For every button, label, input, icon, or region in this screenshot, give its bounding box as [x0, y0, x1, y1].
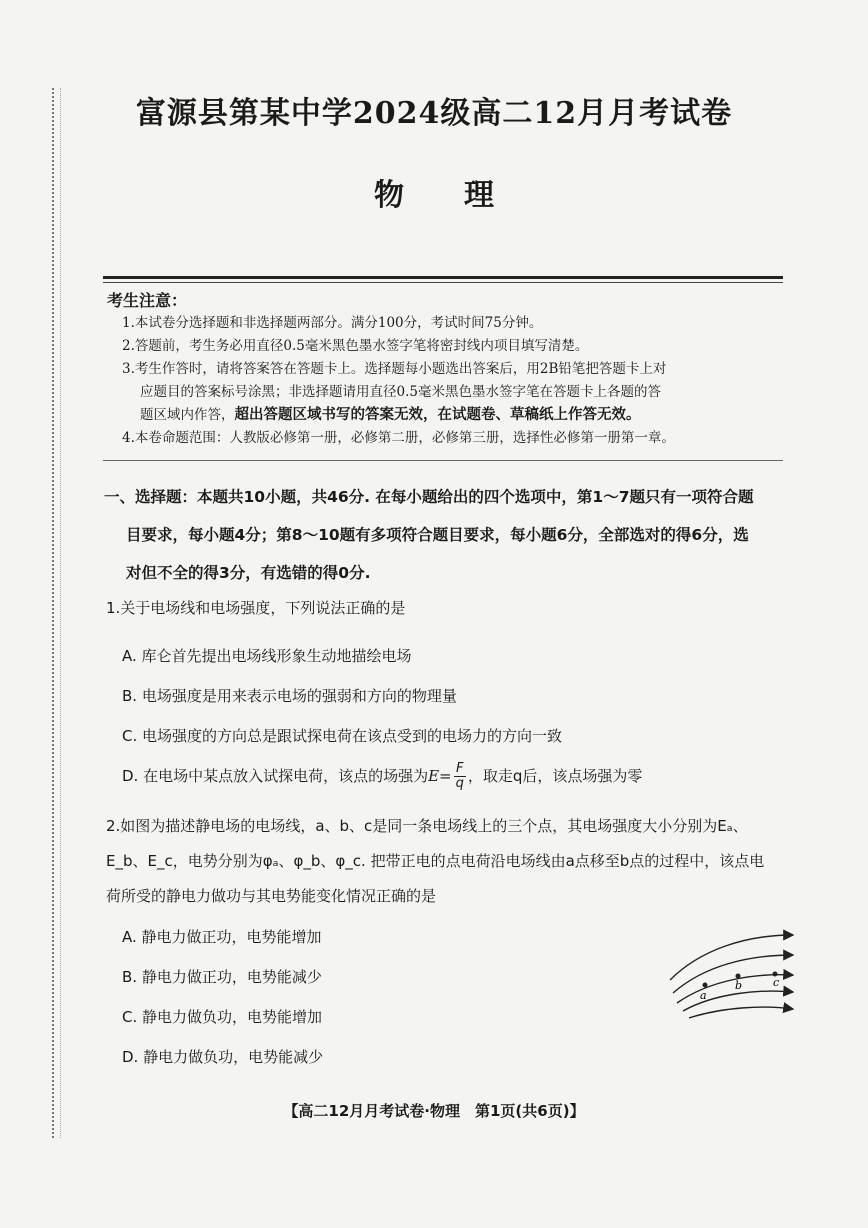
- option-d: D. 静电力做负功，电势能减少: [122, 1048, 324, 1066]
- notice-item-3: 3.考生作答时，请将答案答在答题卡上。选择题每小题选出答案后，用2B铅笔把答题卡上对: [122, 361, 667, 377]
- notice-item-3-cont: 应题目的答案标号涂黑；非选择题请用直径0.5毫米黑色墨水签字笔在答题卡上各题的答: [140, 384, 661, 400]
- section-line-2: 目要求，每小题4分；第8～10题有多项符合题目要求，每小题6分，全部选对的得6分，选: [126, 526, 749, 544]
- header-rule: [103, 276, 783, 279]
- option-d: [106, 756, 806, 796]
- binding-edge: [52, 88, 61, 1138]
- point-b: [736, 974, 741, 979]
- formula-lhs: E=: [428, 767, 452, 785]
- question-stem: 1.关于电场线和电场强度，下列说法正确的是: [106, 599, 406, 617]
- option-a: A. 库仑首先提出电场线形象生动地描绘电场: [122, 647, 412, 665]
- question-stem-line-2: E_b、E_c，电势分别为φₐ、φ_b、φ_c. 把带正电的点电荷沿电场线由a点移至b点的过程中，该点电: [106, 852, 765, 870]
- notice-item-1: 1.本试卷分选择题和非选择题两部分。满分100分，考试时间75分钟。: [122, 315, 543, 331]
- subject-title: 物理: [374, 178, 554, 213]
- option-a: A. 静电力做正功，电势能增加: [122, 928, 322, 946]
- header-rule-thin: [103, 282, 783, 283]
- label-c: c: [773, 976, 780, 989]
- notice-heading: 考生注意：: [107, 291, 188, 310]
- option-c: C. 静电力做负功，电势能增加: [122, 1008, 323, 1026]
- section-instructions: [104, 478, 794, 592]
- notice-divider: [103, 460, 783, 461]
- fraction-denominator: q: [455, 776, 464, 791]
- option-c: C. 电场强度的方向总是跟试探电荷在该点受到的电场力的方向一致: [122, 727, 563, 745]
- option-b: B. 静电力做正功，电势能减少: [122, 968, 322, 986]
- notice-block: [122, 312, 794, 450]
- question-stem-line-3: 荷所受的静电力做功与其电势能变化情况正确的是: [106, 887, 437, 905]
- field-line-5: [689, 1007, 793, 1018]
- notice-item-3-text: 题区域内作答，: [140, 407, 235, 423]
- section-line-1: 一、选择题：本题共10小题，共46分. 在每小题给出的四个选项中，第1～7题只有一项符合题: [104, 488, 754, 506]
- notice-item-2: 2.答题前，考生务必用直径0.5毫米黑色墨水签字笔将密封线内项目填写清楚。: [122, 338, 589, 354]
- question-stem-line-1: 2.如图为描述静电场的电场线，a、b、c是同一条电场线上的三个点，其电场强度大小分别为Eₐ、: [106, 817, 748, 835]
- exam-title: 富源县第某中学2024级高二12月月考试卷: [135, 96, 733, 131]
- fraction-numerator: F: [454, 762, 466, 777]
- label-b: b: [735, 979, 743, 992]
- page-footer: 【高二12月月考试卷·物理 第1页(共6页)】: [283, 1102, 585, 1120]
- option-d-tail: ，取走q后，该点场强为零: [467, 767, 643, 785]
- electric-field-lines-figure: [665, 925, 800, 1025]
- section-line-3: 对但不全的得3分，有选错的得0分.: [126, 564, 371, 582]
- option-b: B. 电场强度是用来表示电场的强弱和方向的物理量: [122, 687, 457, 705]
- notice-item-4: 4.本卷命题范围：人教版必修第一册，必修第二册，必修第三册，选择性必修第一册第一章。: [122, 430, 675, 446]
- label-a: a: [700, 989, 707, 1002]
- notice-item-3-bold: 超出答题区域书写的答案无效，在试题卷、草稿纸上作答无效。: [234, 407, 641, 423]
- question-1: [106, 596, 806, 796]
- formula-fraction: [454, 762, 466, 791]
- point-a: [703, 983, 708, 988]
- notice-item-3-cont2: [122, 404, 794, 427]
- option-d-text: D. 在电场中某点放入试探电荷，该点的场强为: [122, 767, 429, 785]
